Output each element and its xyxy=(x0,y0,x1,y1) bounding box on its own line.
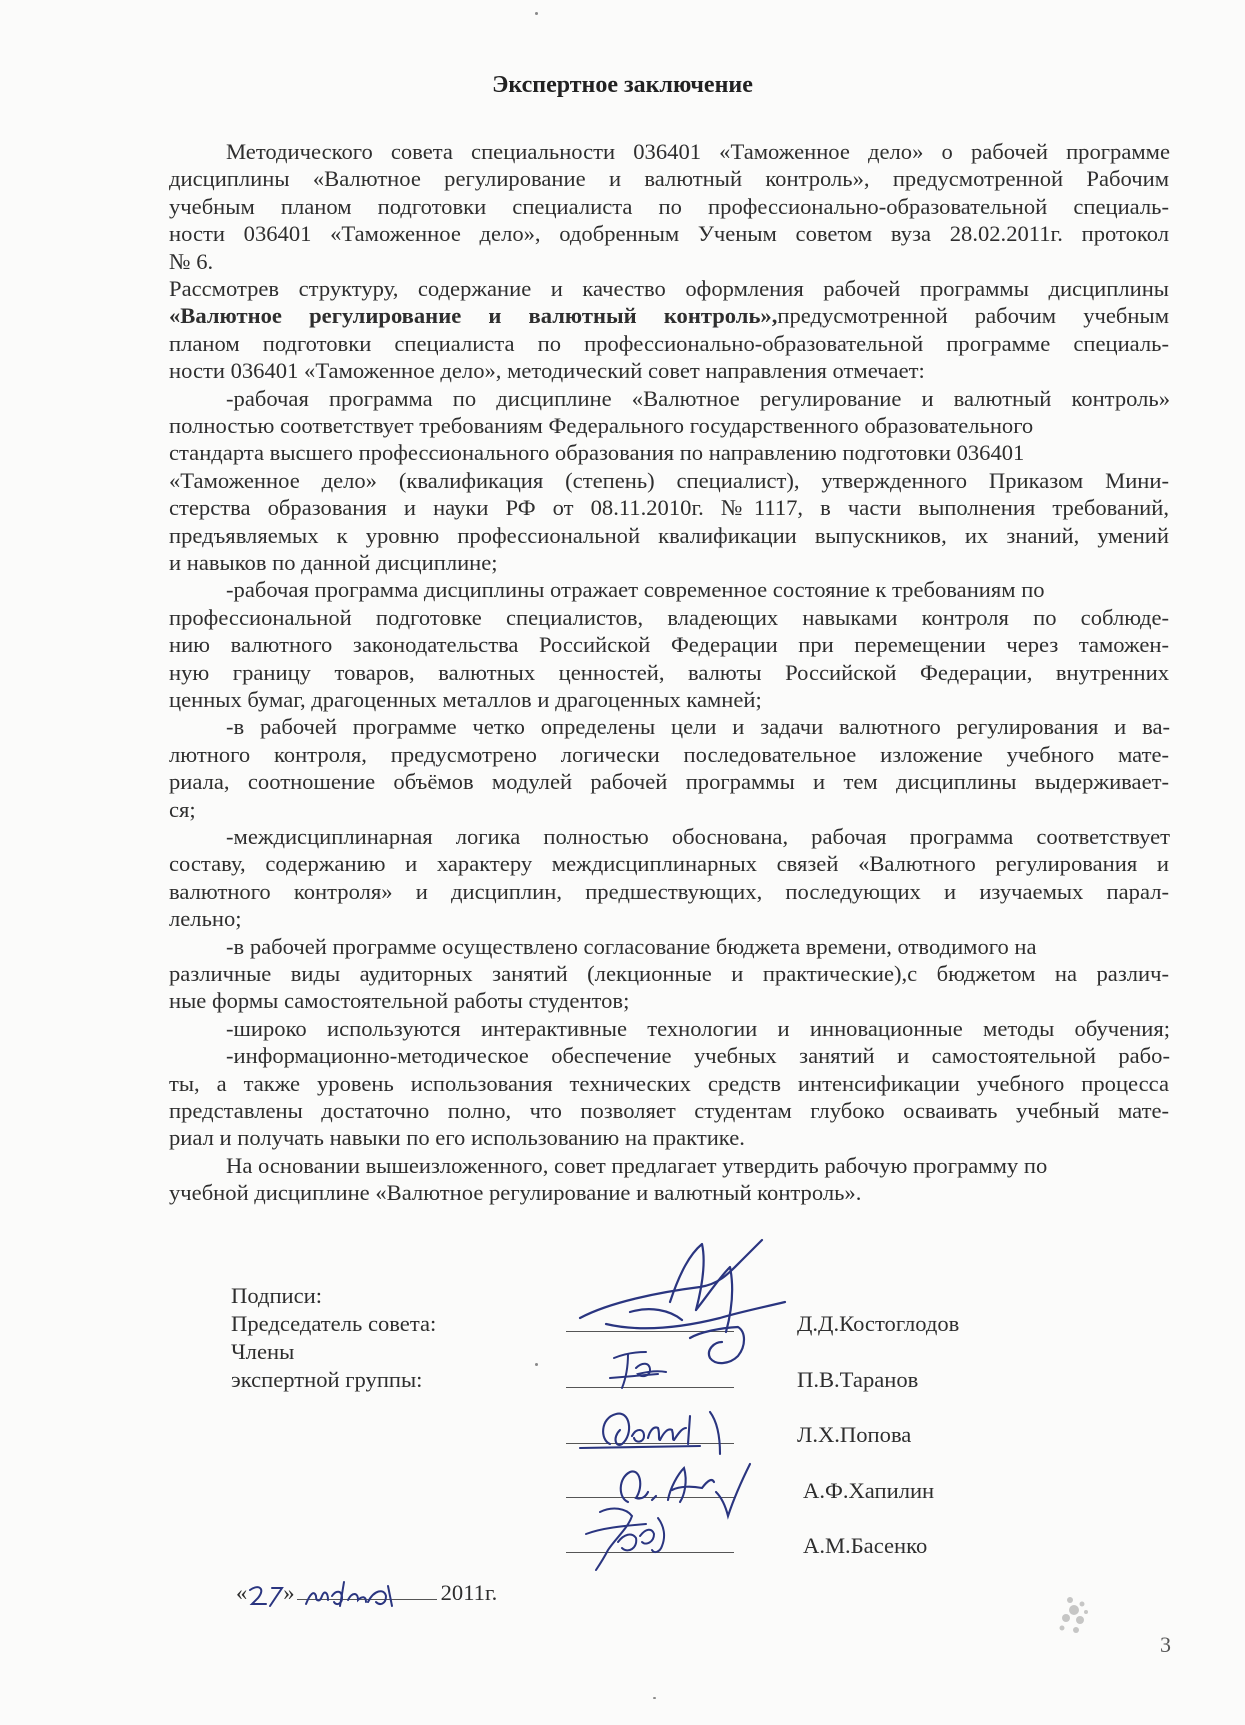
text-line-content: составу, содержанию и характеру междисциплинарных связей «Валютного регулирования и xyxy=(169,851,1169,877)
text-line-content: представлены достаточно полно, что позволяет студентам глубоко осваивать учебный мате- xyxy=(169,1098,1169,1123)
chairman-label: Председатель совета: xyxy=(231,1311,437,1336)
signer-name-chairman: Д.Д.Костоглодов xyxy=(797,1311,960,1336)
date-year: 2011г. xyxy=(440,1580,498,1605)
text-line-content: -широко используются интерактивные технологии и инновационные методы обучения; xyxy=(226,1015,1170,1041)
text-line-content: На основании вышеизложенного, совет предлагает утвердить рабочую программу по xyxy=(226,1152,1048,1178)
text-line xyxy=(169,192,1169,222)
text-line xyxy=(169,411,1169,441)
text-line-content: -рабочая программа по дисциплине «Валютное регулирование и валютный контроль» xyxy=(226,385,1170,411)
text-line xyxy=(169,740,1169,770)
signer-name-member-4: А.М.Басенко xyxy=(803,1533,928,1558)
text-line xyxy=(169,1123,1169,1153)
text-line xyxy=(169,849,1169,879)
text-line xyxy=(169,767,1169,797)
text-line xyxy=(169,986,1169,1016)
scan-speck xyxy=(653,1697,656,1699)
text-line xyxy=(169,795,1169,825)
text-line-content: ные формы самостоятельной работы студентов; xyxy=(169,988,630,1014)
text-line xyxy=(226,1014,1170,1044)
text-line xyxy=(169,219,1169,249)
text-line-content: ся; xyxy=(169,796,196,822)
text-line xyxy=(169,904,1169,934)
text-line xyxy=(169,247,1169,277)
text-line-content: учебным планом подготовки специалиста по профессионально-образовательной специаль- xyxy=(169,193,1169,219)
text-line xyxy=(169,1096,1169,1126)
text-line xyxy=(169,466,1169,496)
signer-name-member-3: А.Ф.Хапилин xyxy=(803,1478,935,1503)
text-line xyxy=(169,438,1169,468)
text-line-content: ности 036401 «Таможенное дело», методический совет направления отмечает: xyxy=(169,358,925,384)
text-line-content: Методического совета специальности 036401 «Таможенное дело» о рабочей программе xyxy=(226,139,1170,164)
text-line xyxy=(169,329,1169,359)
text-line-content: лельно; xyxy=(169,906,242,932)
document-title: Экспертное заключение xyxy=(492,72,753,98)
text-line xyxy=(169,630,1169,660)
text-line-content: Рассмотрев структуру, содержание и качество оформления рабочей программы дисциплины xyxy=(169,276,1169,301)
text-line-content: предъявляемых к уровню профессиональной квалификации выпускников, их знаний, умений xyxy=(169,522,1169,548)
signer-name-member-1: П.В.Таранов xyxy=(797,1367,919,1392)
signer-name-member-2: Л.Х.Попова xyxy=(797,1422,912,1447)
text-line-content: риала, соотношение объёмов модулей рабочей программы и тем дисциплины выдерживает- xyxy=(169,769,1169,795)
text-line xyxy=(226,1151,1170,1181)
text-line-content: ты, а также уровень использования технических средств интенсификации учебного процесса xyxy=(169,1070,1169,1096)
scan-smudge xyxy=(1052,1590,1098,1638)
scan-speck xyxy=(535,1363,538,1366)
text-line-content: № 6. xyxy=(169,248,214,274)
text-line-content: -информационно-методическое обеспечение учебных занятий и самостоятельной рабо- xyxy=(226,1043,1170,1069)
text-line xyxy=(169,493,1169,523)
text-line-content: валютного контроля» и дисциплин, предшествующих, последующих и изучаемых парал- xyxy=(169,878,1169,904)
text-line xyxy=(226,384,1170,414)
text-line xyxy=(169,274,1169,304)
signatures-heading: Подписи: xyxy=(231,1283,323,1308)
text-line xyxy=(169,164,1169,194)
text-line xyxy=(169,658,1169,688)
date-open-quote: « xyxy=(236,1580,248,1605)
text-line-content: -в рабочей программе осуществлено согласование бюджета времени, отводимого на xyxy=(226,933,1037,959)
text-line xyxy=(169,959,1169,989)
text-line xyxy=(226,575,1170,605)
text-line-content: предусмотренной рабочим учебным xyxy=(777,303,1169,329)
text-line-content: ности 036401 «Таможенное дело», одобренным Ученым советом вуза 28.02.2011г. протокол xyxy=(169,221,1169,247)
text-line xyxy=(226,137,1170,167)
text-line-content: -рабочая программа дисциплины отражает современное состояние к требованиям по xyxy=(226,577,1045,603)
handwritten-date xyxy=(236,1576,436,1618)
text-line-content: «Таможенное дело» (квалификация (степень) специалист), утвержденного Приказом Мини- xyxy=(169,467,1169,493)
text-line xyxy=(169,301,1169,331)
text-line-content: -междисциплинарная логика полностью обоснована, рабочая программа соответствует xyxy=(226,824,1170,849)
text-line xyxy=(169,1178,1169,1208)
expert-group-label: экспертной группы: xyxy=(231,1367,423,1392)
text-line-content: стерства образования и науки РФ от 08.11.2010г. №1117, в части выполнения требований, xyxy=(169,495,1169,521)
text-line xyxy=(169,1069,1169,1099)
text-line xyxy=(226,712,1170,742)
text-line xyxy=(169,685,1169,715)
text-line-content: различные виды аудиторных занятий (лекционные и практические),с бюджетом на различ- xyxy=(169,961,1169,986)
text-line-content: ценных бумаг, драгоценных металлов и драгоценных камней; xyxy=(169,687,762,712)
text-line-content: риал и получать навыки по его использованию на практике. xyxy=(169,1125,745,1151)
date-close-quote: » xyxy=(283,1580,295,1605)
text-line-content: стандарта высшего профессионального образования по направлению подготовки 036401 xyxy=(169,440,1025,466)
text-line-content: учебной дисциплине «Валютное регулирование и валютный контроль». xyxy=(169,1180,862,1206)
text-line xyxy=(226,1041,1170,1071)
text-line-content: дисциплины «Валютное регулирование и валютный контроль», предусмотренной Рабочим xyxy=(169,166,1169,192)
text-line-content: лютного контроля, предусмотрено логически последовательное изложение учебного мате- xyxy=(169,741,1169,767)
text-line xyxy=(169,877,1169,907)
text-line-content: профессиональной подготовке специалистов, владеющих навыками контроля по соблюде- xyxy=(169,604,1169,630)
text-line xyxy=(169,356,1169,386)
text-line xyxy=(226,932,1170,962)
members-label: Члены xyxy=(231,1339,295,1364)
text-line xyxy=(226,822,1170,852)
text-line xyxy=(169,521,1169,551)
text-line-content: нию валютного законодательства Российской Федерации при перемещении через таможен- xyxy=(169,632,1169,658)
text-line-content: -в рабочей программе четко определены цели и задачи валютного регулирования и ва- xyxy=(226,714,1170,740)
signature-member-1 xyxy=(606,1344,686,1394)
signature-member-2 xyxy=(570,1400,760,1460)
text-line-content: полностью соответствует требованиям Федерального государственного образовательного xyxy=(169,413,1034,438)
text-line xyxy=(169,548,1169,578)
scan-speck xyxy=(535,12,538,15)
page-number: 3 xyxy=(1160,1632,1171,1657)
bold-discipline-title: «Валютное регулирование и валютный контроль», xyxy=(169,303,778,329)
signature-member-4 xyxy=(582,1498,692,1578)
text-line-content: ную границу товаров, валютных ценностей, валюты Российской Федерации, внутренних xyxy=(169,659,1169,685)
text-line-content: планом подготовки специалиста по профессионально-образовательной программе специаль- xyxy=(169,330,1169,356)
text-line-content: и навыков по данной дисциплине; xyxy=(169,550,498,575)
text-line xyxy=(169,603,1169,633)
